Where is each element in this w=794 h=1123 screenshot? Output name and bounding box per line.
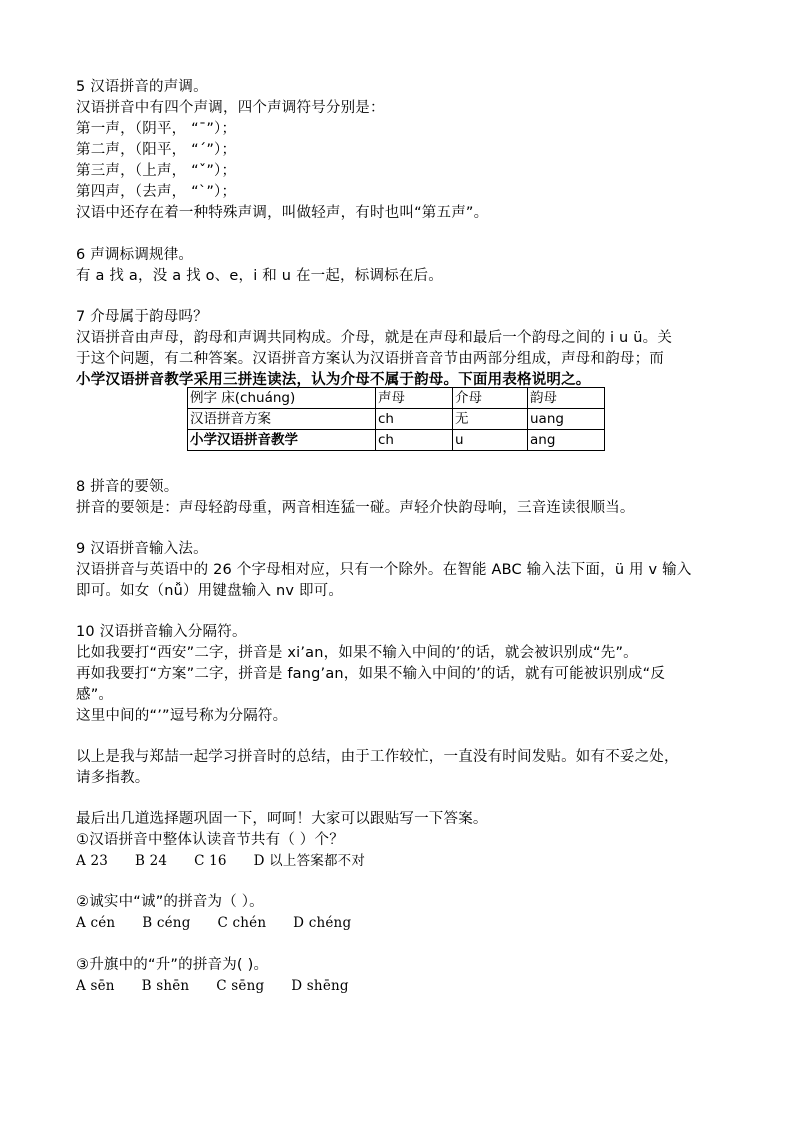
tone-line-1: 第一声，（阴平， “ˉ”）； [76, 121, 237, 137]
section-10-line-3: 感”。 [76, 687, 114, 703]
section-10-title: 10 汉语拼音输入分隔符。 [76, 624, 247, 640]
tone-line-4: 第四声，（去声， “ˋ”）； [76, 184, 237, 200]
closing-line-1: 以上是我与郑喆一起学习拼音时的总结，由于工作较忙，一直没有时间发贴。如有不妥之处， [76, 749, 679, 765]
comparison-table [187, 387, 605, 451]
quiz-intro: 最后出几道选择题巩固一下，呵呵！大家可以跟贴写一下答案。 [76, 811, 488, 827]
table-cell: 韵母 [528, 388, 605, 409]
table-cell: 例字 床(chuáng) [188, 388, 376, 409]
table-cell: 声母 [376, 388, 453, 409]
section-5-note: 汉语中还存在着一种特殊声调，叫做轻声，有时也叫“第五声”。 [76, 205, 489, 221]
tone-line-3: 第三声，（上声， “ˇ”）； [76, 163, 237, 179]
section-7-title: 7 介母属于韵母吗？ [76, 309, 208, 325]
quiz-options-1: A 23 B 24 C 16 D 以上答案都不对 [76, 853, 366, 869]
section-5-intro: 汉语拼音中有四个声调，四个声调符号分别是： [76, 100, 385, 116]
table-row [188, 430, 605, 451]
section-10-line-1: 比如我要打“西安”二字，拼音是 xi’an，如果不输入中间的’的话，就会被识别成“先”。 [76, 645, 638, 661]
section-9-title: 9 汉语拼音输入法。 [76, 541, 208, 557]
table-cell: 无 [453, 409, 528, 430]
section-9-line-2: 即可。如女（nǚ）用键盘输入 nv 即可。 [76, 583, 344, 599]
table-cell: u [453, 430, 528, 451]
table-row [188, 409, 605, 430]
table-cell: ch [376, 409, 453, 430]
quiz-options-3: A sēn B shēn C sēng D shēng [76, 978, 349, 994]
table-cell: ch [376, 430, 453, 451]
table-cell: 介母 [453, 388, 528, 409]
tone-line-2: 第二声，（阳平， “ˊ”）； [76, 142, 237, 158]
section-6-title: 6 声调标调规律。 [76, 247, 194, 263]
table-cell: 汉语拼音方案 [188, 409, 376, 430]
section-5-title: 5 汉语拼音的声调。 [76, 79, 208, 95]
quiz-question-3: ③升旗中的“升”的拼音为( )。 [76, 957, 269, 973]
quiz-options-2: A cén B céng C chén D chéng [76, 915, 352, 931]
quiz-question-1: ①汉语拼音中整体认读音节共有（ ）个？ [76, 832, 344, 848]
section-10-line-4: 这里中间的“’”逗号称为分隔符。 [76, 708, 288, 724]
quiz-question-2: ②诚实中“诚”的拼音为（ ）。 [76, 894, 264, 910]
table-cell: 小学汉语拼音教学 [188, 430, 376, 451]
table-cell: uang [528, 409, 605, 430]
section-8-title: 8 拼音的要领。 [76, 479, 179, 495]
section-7-line-2: 于这个问题，有二种答案。汉语拼音方案认为汉语拼音音节由两部分组成，声母和韵母；而 [76, 351, 664, 367]
section-7-bold-line: 小学汉语拼音教学采用三拼连读法，认为介母不属于韵母。下面用表格说明之。 [76, 372, 591, 388]
closing-line-2: 请多指教。 [76, 770, 150, 786]
table-header-row [188, 388, 605, 409]
section-9-line-1: 汉语拼音与英语中的 26 个字母相对应，只有一个除外。在智能 ABC 输入法下面，ü 用 v 输入 [76, 562, 692, 578]
section-6-text: 有 a 找 a，没 a 找 o、e，i 和 u 在一起，标调标在后。 [76, 268, 443, 284]
section-10-line-2: 再如我要打“方案”二字，拼音是 fang’an，如果不输入中间的’的话，就有可能被识别成“反 [76, 666, 666, 682]
section-7-line-1: 汉语拼音由声母，韵母和声调共同构成。介母，就是在声母和最后一个韵母之间的 i u ü。关 [76, 330, 673, 346]
section-8-text: 拼音的要领是：声母轻韵母重，两音相连猛一碰。声轻介快韵母响，三音连读很顺当。 [76, 500, 635, 516]
table-cell: ang [528, 430, 605, 451]
